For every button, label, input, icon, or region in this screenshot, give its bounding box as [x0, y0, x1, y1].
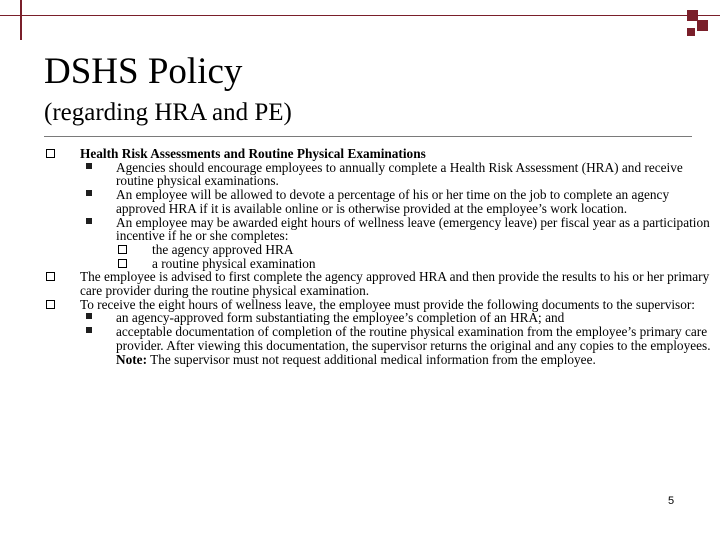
list-item-text: Health Risk Assessments and Routine Physical Examinations	[80, 146, 426, 161]
filled-square-bullet-icon	[86, 190, 92, 196]
list-item	[0, 216, 720, 243]
list-item-text: Agencies should encourage employees to annually complete a Health Risk Assessment (HRA) and receive routine physical examinations.	[116, 159, 683, 189]
hollow-square-bullet-icon	[46, 272, 55, 281]
slide-body	[0, 147, 720, 366]
list-item	[0, 243, 720, 257]
slide-subtitle: (regarding HRA and PE)	[44, 99, 292, 126]
list-item	[0, 325, 720, 366]
list-item-text: an agency-approved form substantiating the employee’s completion of an HRA; and	[116, 310, 565, 326]
note-text: The supervisor must not request additional medical information from the employee.	[150, 351, 596, 367]
list-item-text: a routine physical examination	[152, 255, 316, 271]
list-item-text: The employee is advised to first complete the agency approved HRA and then provide the results to his or her primary care provider during the routine physical examination.	[80, 269, 710, 299]
list-item	[0, 147, 720, 161]
top-decor-line	[0, 15, 720, 16]
list-item	[0, 161, 720, 188]
list-item	[0, 188, 720, 215]
list-item	[0, 298, 720, 312]
hollow-square-bullet-icon	[118, 245, 127, 254]
title-divider	[44, 136, 692, 137]
page-number: 5	[668, 495, 675, 507]
list-item-text: An employee will be allowed to devote a percentage of his or her time on the job to complete an agency approved HRA if it is available online or is otherwise provided at the employee’s work location.	[116, 187, 670, 216]
note-label: Note:	[116, 351, 148, 367]
list-item	[0, 270, 720, 297]
slide-title: DSHS Policy	[44, 51, 243, 92]
list-item-text: acceptable documentation of completion of the routine physical examination from the employee’s primary care provider. After viewing this documentation, the supervisor returns the original and any copies to the employees.	[116, 324, 711, 353]
hollow-square-bullet-icon	[46, 300, 55, 309]
hollow-square-bullet-icon	[46, 149, 55, 158]
list-item-text: To receive the eight hours of wellness leave, the employee must provide the following documents to the supervisor:	[80, 296, 696, 312]
top-decor-vertical-line	[20, 0, 22, 40]
list-item-text: the agency approved HRA	[152, 241, 294, 257]
decor-square	[687, 28, 695, 36]
list-item	[0, 311, 720, 325]
decor-square	[697, 20, 708, 31]
filled-square-bullet-icon	[86, 327, 92, 333]
filled-square-bullet-icon	[86, 313, 92, 319]
filled-square-bullet-icon	[86, 163, 92, 169]
list-item	[0, 257, 720, 271]
hollow-square-bullet-icon	[118, 259, 127, 268]
filled-square-bullet-icon	[86, 218, 92, 224]
list-item-text: An employee may be awarded eight hours of wellness leave (emergency leave) per fiscal year as a participation incentive if he or she completes:	[116, 214, 710, 244]
